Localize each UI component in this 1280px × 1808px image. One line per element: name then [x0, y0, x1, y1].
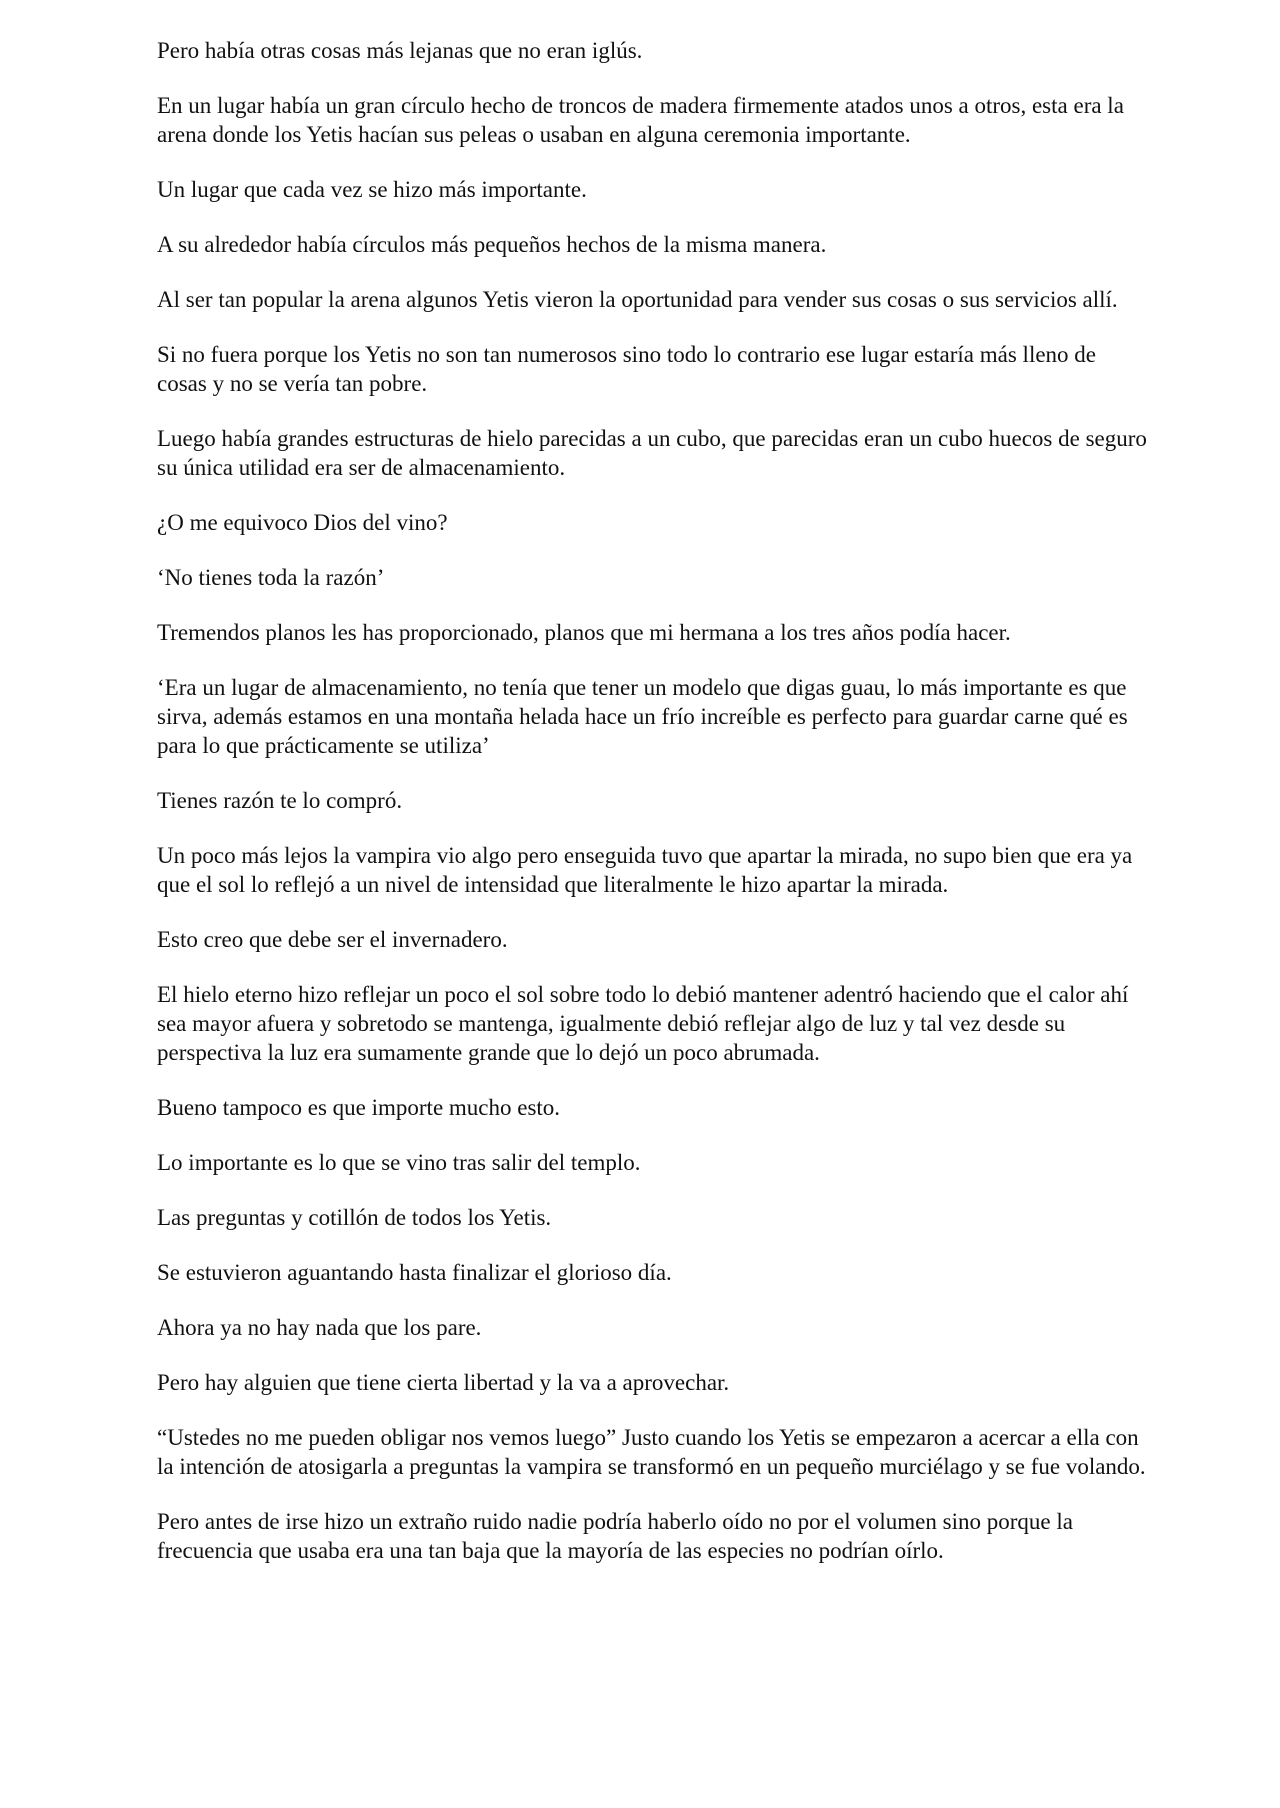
paragraph: Luego había grandes estructuras de hielo parecidas a un cubo, que parecidas eran un cubo huecos de seguro su única utilidad era ser de almacenamiento. [157, 426, 1147, 480]
paragraph: Tremendos planos les has proporcionado, planos que mi hermana a los tres años podía hacer. [157, 620, 1011, 645]
paragraph: Un lugar que cada vez se hizo más importante. [157, 177, 587, 202]
paragraph: Pero había otras cosas más lejanas que no eran iglús. [157, 38, 643, 63]
paragraph: Pero antes de irse hizo un extraño ruido nadie podría haberlo oído no por el volumen sino porque la frecuencia que usaba era una tan baja que la mayoría de las especies no podrían oírlo. [157, 1509, 1073, 1563]
paragraph: Se estuvieron aguantando hasta finalizar el glorioso día. [157, 1260, 672, 1285]
paragraph: Si no fuera porque los Yetis no son tan numerosos sino todo lo contrario ese lugar estaría más lleno de cosas y no se vería tan pobre. [157, 342, 1097, 396]
paragraph: Ahora ya no hay nada que los pare. [157, 1315, 482, 1340]
paragraph: Un poco más lejos la vampira vio algo pero enseguida tuvo que apartar la mirada, no supo bien que era ya que el sol lo reflejó a un nivel de intensidad que literalmente le hizo apartar la mirada. [157, 843, 1133, 897]
paragraph: A su alrededor había círculos más pequeños hechos de la misma manera. [157, 232, 827, 257]
paragraph: ‘No tienes toda la razón’ [157, 565, 385, 590]
paragraph: ‘Era un lugar de almacenamiento, no tenía que tener un modelo que digas guau, lo más importante es que sirva, además estamos en una montaña helada hace un frío increíble es perfecto para guardar carne qué es para lo que prácticamente se utiliza’ [157, 675, 1128, 758]
paragraph: El hielo eterno hizo reflejar un poco el sol sobre todo lo debió mantener adentró haciendo que el calor ahí sea mayor afuera y sobretodo se mantenga, igualmente debió reflejar algo de luz y tal vez desde su perspectiva la luz era sumamente grande que lo dejó un poco abrumada. [157, 982, 1129, 1065]
document-body [157, 36, 1147, 1591]
paragraph: Tienes razón te lo compró. [157, 788, 403, 813]
paragraph: Las preguntas y cotillón de todos los Yetis. [157, 1205, 552, 1230]
paragraph: “Ustedes no me pueden obligar nos vemos luego” Justo cuando los Yetis se empezaron a acercar a ella con la intención de atosigarla a preguntas la vampira se transformó en un pequeño murciélago y se fue volando. [157, 1425, 1146, 1479]
paragraph: Al ser tan popular la arena algunos Yetis vieron la oportunidad para vender sus cosas o sus servicios allí. [157, 287, 1118, 312]
paragraph: En un lugar había un gran círculo hecho de troncos de madera firmemente atados unos a otros, esta era la arena donde los Yetis hacían sus peleas o usaban en alguna ceremonia importante. [157, 93, 1124, 147]
paragraph: ¿O me equivoco Dios del vino? [157, 510, 448, 535]
paragraph: Esto creo que debe ser el invernadero. [157, 927, 508, 952]
paragraph: Pero hay alguien que tiene cierta libertad y la va a aprovechar. [157, 1370, 730, 1395]
paragraph: Lo importante es lo que se vino tras salir del templo. [157, 1150, 641, 1175]
paragraph: Bueno tampoco es que importe mucho esto. [157, 1095, 561, 1120]
